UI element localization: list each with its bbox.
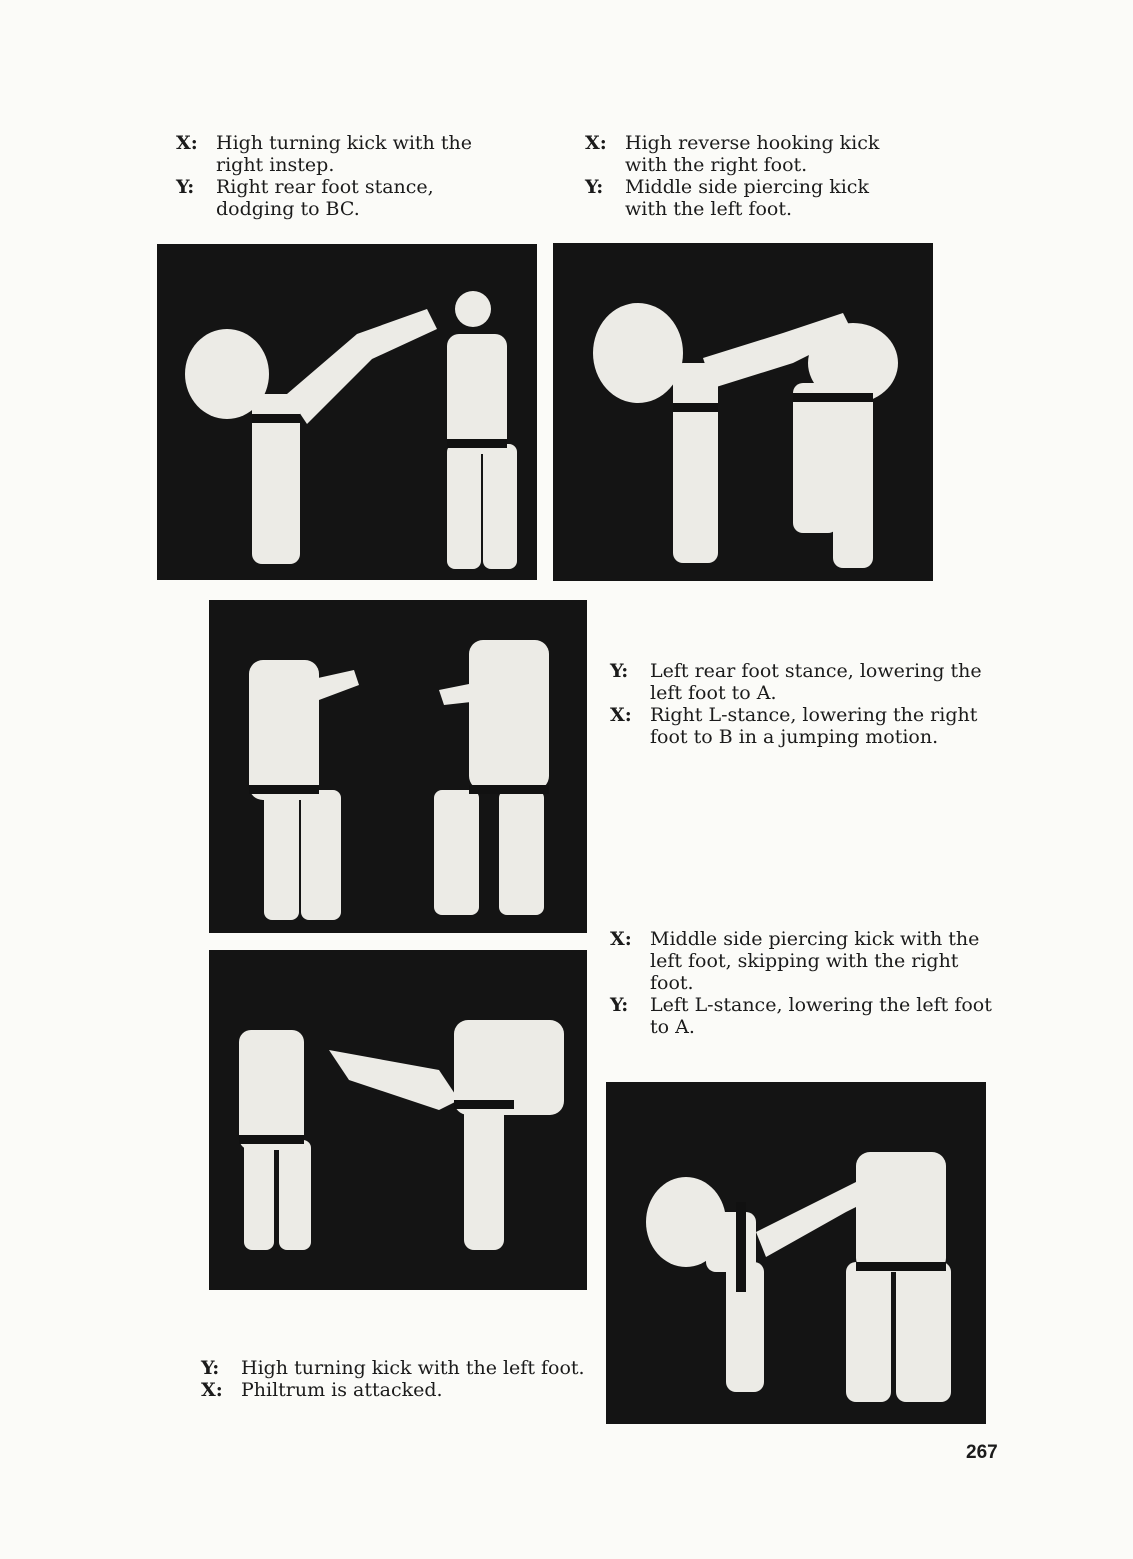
caption-line: X: High turning kick with the right instep. (176, 132, 472, 176)
caption-bottom-left (201, 1357, 596, 1401)
page-number: 267 (966, 1442, 998, 1463)
caption-top-right (585, 132, 905, 220)
caption-line: X: Right L-stance, lowering the right foot to B in a jumping motion. (610, 704, 978, 748)
photo-side-piercing-kick (209, 950, 587, 1290)
caption-line: Y: Right rear foot stance, dodging to BC. (176, 176, 434, 220)
photo-guard-stances (209, 600, 587, 933)
caption-line: Y: High turning kick with the left foot. (201, 1357, 585, 1379)
caption-top-left (176, 132, 496, 220)
caption-line: X: High reverse hooking kick with the right foot. (585, 132, 880, 176)
caption-line: Y: Middle side piercing kick with the left foot. (585, 176, 869, 220)
photo-turning-kick-philtrum (606, 1082, 986, 1424)
caption-line: X: Philtrum is attacked. (201, 1379, 443, 1401)
caption-line: Y: Left L-stance, lowering the left foot to A. (610, 994, 992, 1038)
photo-high-turning-kick (157, 244, 537, 580)
caption-middle-right (610, 660, 1005, 748)
caption-lower-right (610, 928, 1005, 1038)
photo-reverse-hooking-kick (553, 243, 933, 581)
caption-line: Y: Left rear foot stance, lowering the left foot to A. (610, 660, 982, 704)
caption-line: X: Middle side piercing kick with the left foot, skipping with the right foot. (610, 928, 980, 994)
